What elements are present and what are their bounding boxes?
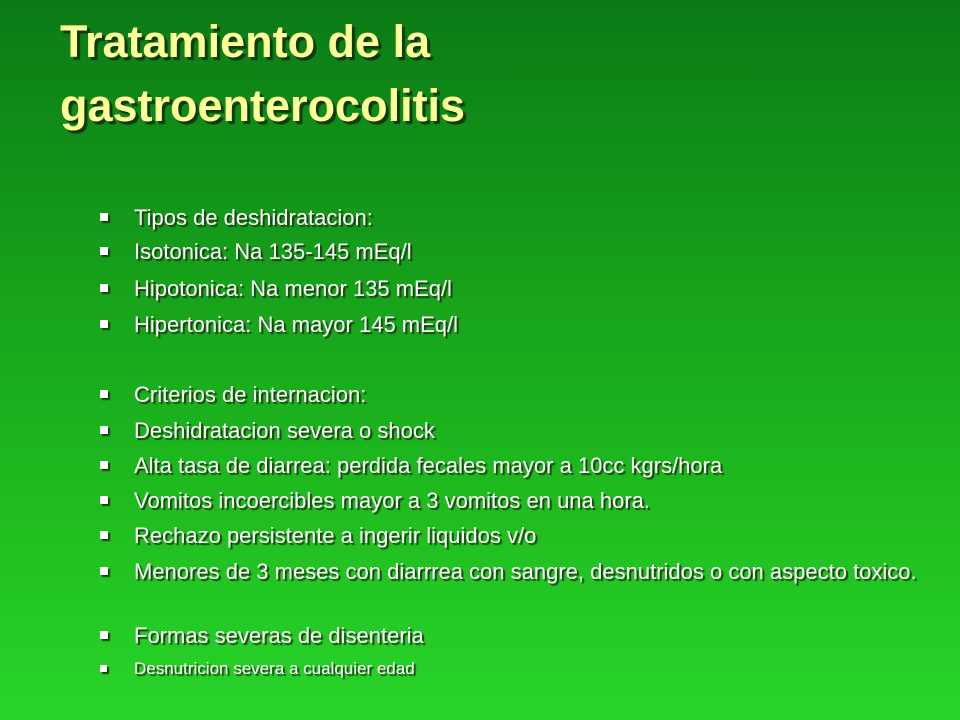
square-bullet-icon [100, 531, 108, 539]
list-item [98, 312, 918, 338]
square-bullet-icon [100, 496, 108, 504]
list-item-text: Hipotonica: Na menor 135 mEq/l [134, 276, 452, 301]
square-bullet-icon [100, 461, 108, 469]
list-item-text: Rechazo persistente a ingerir liquidos v/o [134, 523, 537, 548]
list-item-text: Tipos de deshidratacion: [134, 205, 373, 230]
list-item [98, 453, 918, 479]
square-bullet-icon [100, 284, 108, 292]
slide-title-line-1: Tratamiento de la [60, 16, 431, 67]
square-bullet-icon [100, 390, 108, 398]
list-item-text: Alta tasa de diarrea: perdida fecales mayor a 10cc kgrs/hora [134, 453, 723, 478]
list-item-text: Menores de 3 meses con diarrrea con sangre, desnutridos o con aspecto toxico. [134, 559, 917, 584]
list-item-text: Vomitos incoercibles mayor a 3 vomitos en una hora. [134, 488, 651, 513]
list-item [98, 623, 918, 649]
list-item-text: Deshidratacion severa o shock [134, 418, 435, 443]
list-item [98, 658, 918, 680]
square-bullet-icon [100, 567, 108, 575]
list-item-text: Isotonica: Na 135-145 mEq/l [134, 239, 412, 264]
square-bullet-icon [100, 426, 108, 434]
list-item [98, 276, 918, 302]
slide-title-line-2: gastroenterocolitis [60, 80, 466, 131]
square-bullet-icon [100, 247, 108, 255]
list-item [98, 523, 918, 549]
list-item [98, 382, 918, 408]
list-item-text: Formas severas de disenteria [134, 623, 424, 648]
list-item [98, 559, 918, 585]
list-item-text: Desnutricion severa a cualquier edad [134, 659, 415, 678]
list-item-text: Criterios de internacion: [134, 382, 367, 407]
list-item [98, 239, 918, 265]
list-item [98, 488, 918, 514]
list-item [98, 418, 918, 444]
square-bullet-icon [100, 320, 108, 328]
list-item [98, 205, 918, 231]
square-bullet-icon [100, 665, 107, 672]
square-bullet-icon [100, 631, 108, 639]
list-item-text: Hipertonica: Na mayor 145 mEq/l [134, 312, 459, 337]
square-bullet-icon [100, 213, 108, 221]
